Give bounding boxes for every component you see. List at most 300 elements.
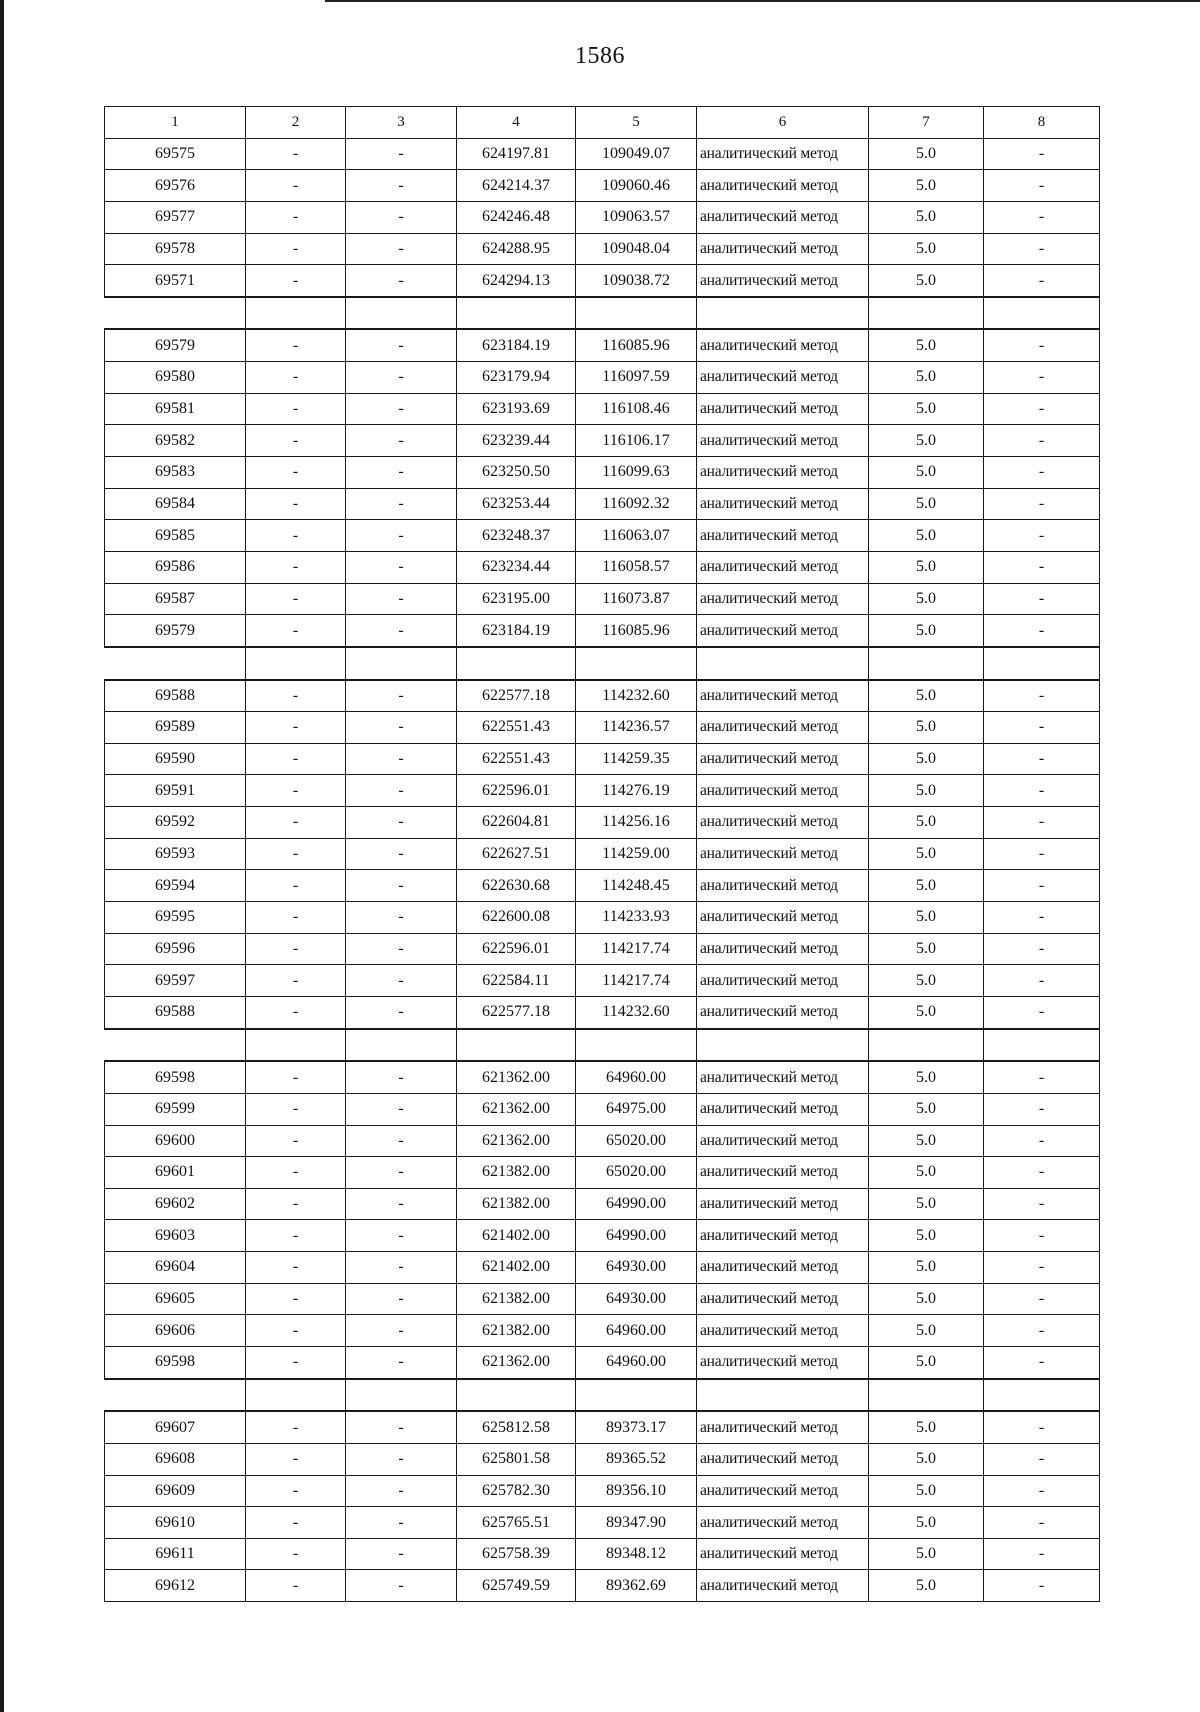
method-cell: аналитический метод — [697, 775, 869, 807]
table-row — [105, 965, 1100, 997]
accuracy-cell: 5.0 — [869, 712, 984, 744]
point-number-cell: 69578 — [105, 233, 246, 265]
top-rule — [325, 0, 1200, 2]
page-number: 1586 — [575, 43, 625, 69]
table-row — [105, 807, 1100, 839]
table-row — [105, 680, 1100, 712]
x-coordinate-cell: 621382.00 — [457, 1188, 576, 1220]
x-coordinate-cell: 622596.01 — [457, 933, 576, 965]
col2-cell: - — [246, 138, 346, 170]
coordinates-table-body — [105, 107, 1100, 1602]
col8-cell: - — [984, 680, 1100, 712]
accuracy-cell: 5.0 — [869, 965, 984, 997]
col2-cell: - — [246, 1252, 346, 1284]
col3-cell: - — [346, 1157, 457, 1189]
col8-cell: - — [984, 457, 1100, 489]
method-cell: аналитический метод — [697, 201, 869, 233]
empty-cell — [984, 647, 1100, 680]
col8-cell: - — [984, 201, 1100, 233]
accuracy-cell: 5.0 — [869, 1061, 984, 1093]
point-number-cell: 69609 — [105, 1475, 246, 1507]
col2-cell: - — [246, 520, 346, 552]
x-coordinate-cell: 621382.00 — [457, 1157, 576, 1189]
accuracy-cell: 5.0 — [869, 488, 984, 520]
table-row — [105, 1315, 1100, 1347]
method-cell: аналитический метод — [697, 1507, 869, 1539]
col2-cell: - — [246, 1570, 346, 1602]
method-cell: аналитический метод — [697, 329, 869, 361]
col8-cell: - — [984, 1346, 1100, 1378]
col8-cell: - — [984, 362, 1100, 394]
col2-cell: - — [246, 1061, 346, 1093]
method-cell: аналитический метод — [697, 1252, 869, 1284]
x-coordinate-cell: 625758.39 — [457, 1538, 576, 1570]
x-coordinate-cell: 622630.68 — [457, 870, 576, 902]
point-number-cell: 69580 — [105, 362, 246, 394]
method-cell: аналитический метод — [697, 393, 869, 425]
method-cell: аналитический метод — [697, 583, 869, 615]
table-row — [105, 1157, 1100, 1189]
col2-cell: - — [246, 457, 346, 489]
col2-cell: - — [246, 1157, 346, 1189]
method-cell: аналитический метод — [697, 1411, 869, 1443]
column-number-row — [105, 107, 1100, 139]
empty-cell — [697, 647, 869, 680]
x-coordinate-cell: 623248.37 — [457, 520, 576, 552]
point-number-cell: 69589 — [105, 712, 246, 744]
col2-cell: - — [246, 551, 346, 583]
table-row — [105, 1252, 1100, 1284]
x-coordinate-cell: 621362.00 — [457, 1061, 576, 1093]
x-coordinate-cell: 621402.00 — [457, 1252, 576, 1284]
col2-cell: - — [246, 488, 346, 520]
col3-cell: - — [346, 1283, 457, 1315]
method-cell: аналитический метод — [697, 551, 869, 583]
point-number-cell: 69611 — [105, 1538, 246, 1570]
y-coordinate-cell: 116099.63 — [576, 457, 697, 489]
table-row — [105, 902, 1100, 934]
method-cell: аналитический метод — [697, 1315, 869, 1347]
accuracy-cell: 5.0 — [869, 1507, 984, 1539]
table-row — [105, 1411, 1100, 1443]
method-cell: аналитический метод — [697, 965, 869, 997]
point-number-cell: 69586 — [105, 551, 246, 583]
y-coordinate-cell: 109038.72 — [576, 265, 697, 297]
col8-cell: - — [984, 583, 1100, 615]
x-coordinate-cell: 622577.18 — [457, 996, 576, 1028]
x-coordinate-cell: 622596.01 — [457, 775, 576, 807]
table-row — [105, 1283, 1100, 1315]
table-row — [105, 1220, 1100, 1252]
table-row — [105, 425, 1100, 457]
col3-cell: - — [346, 712, 457, 744]
y-coordinate-cell: 114259.35 — [576, 743, 697, 775]
y-coordinate-cell: 89356.10 — [576, 1475, 697, 1507]
col8-cell: - — [984, 1283, 1100, 1315]
x-coordinate-cell: 623195.00 — [457, 583, 576, 615]
col8-cell: - — [984, 329, 1100, 361]
y-coordinate-cell: 116085.96 — [576, 329, 697, 361]
col8-cell: - — [984, 1315, 1100, 1347]
column-header: 5 — [576, 107, 697, 139]
accuracy-cell: 5.0 — [869, 933, 984, 965]
col2-cell: - — [246, 965, 346, 997]
col8-cell: - — [984, 1125, 1100, 1157]
point-number-cell: 69593 — [105, 838, 246, 870]
point-number-cell: 69583 — [105, 457, 246, 489]
col8-cell: - — [984, 1188, 1100, 1220]
col3-cell: - — [346, 520, 457, 552]
table-row — [105, 996, 1100, 1028]
col3-cell: - — [346, 870, 457, 902]
accuracy-cell: 5.0 — [869, 1157, 984, 1189]
point-number-cell: 69600 — [105, 1125, 246, 1157]
empty-cell — [869, 297, 984, 330]
x-coordinate-cell: 622577.18 — [457, 680, 576, 712]
col3-cell: - — [346, 1570, 457, 1602]
y-coordinate-cell: 89348.12 — [576, 1538, 697, 1570]
empty-cell — [869, 647, 984, 680]
accuracy-cell: 5.0 — [869, 583, 984, 615]
x-coordinate-cell: 623239.44 — [457, 425, 576, 457]
col8-cell: - — [984, 520, 1100, 552]
point-number-cell: 69604 — [105, 1252, 246, 1284]
col3-cell: - — [346, 329, 457, 361]
accuracy-cell: 5.0 — [869, 1538, 984, 1570]
y-coordinate-cell: 114236.57 — [576, 712, 697, 744]
col2-cell: - — [246, 265, 346, 297]
col2-cell: - — [246, 1346, 346, 1378]
accuracy-cell: 5.0 — [869, 265, 984, 297]
x-coordinate-cell: 621402.00 — [457, 1220, 576, 1252]
col8-cell: - — [984, 233, 1100, 265]
col3-cell: - — [346, 1411, 457, 1443]
col2-cell: - — [246, 1443, 346, 1475]
col3-cell: - — [346, 838, 457, 870]
point-number-cell: 69594 — [105, 870, 246, 902]
method-cell: аналитический метод — [697, 933, 869, 965]
table-row — [105, 551, 1100, 583]
col3-cell: - — [346, 1507, 457, 1539]
col2-cell: - — [246, 1315, 346, 1347]
col2-cell: - — [246, 1125, 346, 1157]
col8-cell: - — [984, 1093, 1100, 1125]
column-header: 6 — [697, 107, 869, 139]
accuracy-cell: 5.0 — [869, 902, 984, 934]
point-number-cell: 69577 — [105, 201, 246, 233]
coordinates-table — [104, 106, 1100, 1602]
point-number-cell: 69597 — [105, 965, 246, 997]
x-coordinate-cell: 623184.19 — [457, 329, 576, 361]
table-row — [105, 712, 1100, 744]
col8-cell: - — [984, 1411, 1100, 1443]
col8-cell: - — [984, 775, 1100, 807]
col2-cell: - — [246, 1411, 346, 1443]
col2-cell: - — [246, 201, 346, 233]
method-cell: аналитический метод — [697, 170, 869, 202]
x-coordinate-cell: 621382.00 — [457, 1283, 576, 1315]
col3-cell: - — [346, 233, 457, 265]
empty-cell — [105, 1379, 246, 1412]
table-row — [105, 1570, 1100, 1602]
point-number-cell: 69601 — [105, 1157, 246, 1189]
col2-cell: - — [246, 838, 346, 870]
y-coordinate-cell: 114232.60 — [576, 996, 697, 1028]
y-coordinate-cell: 89362.69 — [576, 1570, 697, 1602]
method-cell: аналитический метод — [697, 680, 869, 712]
x-coordinate-cell: 622584.11 — [457, 965, 576, 997]
table-row — [105, 1475, 1100, 1507]
empty-cell — [457, 647, 576, 680]
y-coordinate-cell: 116092.32 — [576, 488, 697, 520]
col8-cell: - — [984, 1061, 1100, 1093]
table-row — [105, 743, 1100, 775]
empty-cell — [576, 1379, 697, 1412]
col3-cell: - — [346, 488, 457, 520]
col2-cell: - — [246, 329, 346, 361]
point-number-cell: 69582 — [105, 425, 246, 457]
point-number-cell: 69605 — [105, 1283, 246, 1315]
column-header: 2 — [246, 107, 346, 139]
accuracy-cell: 5.0 — [869, 138, 984, 170]
accuracy-cell: 5.0 — [869, 1188, 984, 1220]
x-coordinate-cell: 623253.44 — [457, 488, 576, 520]
col3-cell: - — [346, 393, 457, 425]
accuracy-cell: 5.0 — [869, 1315, 984, 1347]
table-row — [105, 838, 1100, 870]
empty-cell — [576, 1029, 697, 1062]
col3-cell: - — [346, 1346, 457, 1378]
empty-cell — [105, 297, 246, 330]
method-cell: аналитический метод — [697, 1443, 869, 1475]
group-separator-row — [105, 297, 1100, 330]
x-coordinate-cell: 624214.37 — [457, 170, 576, 202]
empty-cell — [697, 1029, 869, 1062]
y-coordinate-cell: 116085.96 — [576, 615, 697, 647]
col8-cell: - — [984, 551, 1100, 583]
empty-cell — [984, 297, 1100, 330]
col8-cell: - — [984, 712, 1100, 744]
x-coordinate-cell: 622627.51 — [457, 838, 576, 870]
y-coordinate-cell: 89365.52 — [576, 1443, 697, 1475]
accuracy-cell: 5.0 — [869, 1283, 984, 1315]
col8-cell: - — [984, 488, 1100, 520]
accuracy-cell: 5.0 — [869, 743, 984, 775]
group-separator-row — [105, 1379, 1100, 1412]
col2-cell: - — [246, 996, 346, 1028]
y-coordinate-cell: 114217.74 — [576, 933, 697, 965]
y-coordinate-cell: 109048.04 — [576, 233, 697, 265]
col2-cell: - — [246, 902, 346, 934]
col3-cell: - — [346, 807, 457, 839]
empty-cell — [246, 297, 346, 330]
method-cell: аналитический метод — [697, 1570, 869, 1602]
empty-cell — [457, 1029, 576, 1062]
col8-cell: - — [984, 1157, 1100, 1189]
col2-cell: - — [246, 233, 346, 265]
point-number-cell: 69587 — [105, 583, 246, 615]
table-row — [105, 201, 1100, 233]
col2-cell: - — [246, 870, 346, 902]
col8-cell: - — [984, 838, 1100, 870]
col8-cell: - — [984, 1220, 1100, 1252]
accuracy-cell: 5.0 — [869, 457, 984, 489]
x-coordinate-cell: 623193.69 — [457, 393, 576, 425]
point-number-cell: 69579 — [105, 329, 246, 361]
x-coordinate-cell: 624294.13 — [457, 265, 576, 297]
column-header: 3 — [346, 107, 457, 139]
col3-cell: - — [346, 680, 457, 712]
col2-cell: - — [246, 170, 346, 202]
point-number-cell: 69591 — [105, 775, 246, 807]
accuracy-cell: 5.0 — [869, 838, 984, 870]
col8-cell: - — [984, 1570, 1100, 1602]
method-cell: аналитический метод — [697, 807, 869, 839]
col2-cell: - — [246, 1188, 346, 1220]
table-row — [105, 138, 1100, 170]
empty-cell — [246, 1379, 346, 1412]
point-number-cell: 69581 — [105, 393, 246, 425]
y-coordinate-cell: 65020.00 — [576, 1125, 697, 1157]
y-coordinate-cell: 116073.87 — [576, 583, 697, 615]
x-coordinate-cell: 624246.48 — [457, 201, 576, 233]
point-number-cell: 69599 — [105, 1093, 246, 1125]
method-cell: аналитический метод — [697, 870, 869, 902]
empty-cell — [697, 1379, 869, 1412]
table-row — [105, 520, 1100, 552]
method-cell: аналитический метод — [697, 1157, 869, 1189]
col3-cell: - — [346, 1443, 457, 1475]
col3-cell: - — [346, 457, 457, 489]
y-coordinate-cell: 64990.00 — [576, 1220, 697, 1252]
col8-cell: - — [984, 1443, 1100, 1475]
col3-cell: - — [346, 551, 457, 583]
table-row — [105, 1346, 1100, 1378]
col3-cell: - — [346, 902, 457, 934]
col2-cell: - — [246, 425, 346, 457]
point-number-cell: 69588 — [105, 996, 246, 1028]
col3-cell: - — [346, 138, 457, 170]
col3-cell: - — [346, 965, 457, 997]
col3-cell: - — [346, 1125, 457, 1157]
x-coordinate-cell: 622551.43 — [457, 743, 576, 775]
method-cell: аналитический метод — [697, 233, 869, 265]
empty-cell — [346, 297, 457, 330]
table-row — [105, 265, 1100, 297]
col2-cell: - — [246, 1283, 346, 1315]
x-coordinate-cell: 625801.58 — [457, 1443, 576, 1475]
col3-cell: - — [346, 362, 457, 394]
y-coordinate-cell: 65020.00 — [576, 1157, 697, 1189]
empty-cell — [984, 1379, 1100, 1412]
col3-cell: - — [346, 933, 457, 965]
col8-cell: - — [984, 615, 1100, 647]
x-coordinate-cell: 625749.59 — [457, 1570, 576, 1602]
col3-cell: - — [346, 1538, 457, 1570]
col3-cell: - — [346, 1093, 457, 1125]
accuracy-cell: 5.0 — [869, 1411, 984, 1443]
point-number-cell: 69608 — [105, 1443, 246, 1475]
y-coordinate-cell: 116097.59 — [576, 362, 697, 394]
col3-cell: - — [346, 201, 457, 233]
col2-cell: - — [246, 362, 346, 394]
y-coordinate-cell: 116106.17 — [576, 425, 697, 457]
x-coordinate-cell: 621362.00 — [457, 1093, 576, 1125]
point-number-cell: 69598 — [105, 1346, 246, 1378]
table-row — [105, 870, 1100, 902]
col3-cell: - — [346, 1061, 457, 1093]
y-coordinate-cell: 114233.93 — [576, 902, 697, 934]
col2-cell: - — [246, 712, 346, 744]
col3-cell: - — [346, 583, 457, 615]
col2-cell: - — [246, 933, 346, 965]
col2-cell: - — [246, 1507, 346, 1539]
table-row — [105, 933, 1100, 965]
table-row — [105, 1443, 1100, 1475]
table-row — [105, 1125, 1100, 1157]
method-cell: аналитический метод — [697, 265, 869, 297]
method-cell: аналитический метод — [697, 488, 869, 520]
accuracy-cell: 5.0 — [869, 615, 984, 647]
point-number-cell: 69585 — [105, 520, 246, 552]
accuracy-cell: 5.0 — [869, 170, 984, 202]
col2-cell: - — [246, 1475, 346, 1507]
point-number-cell: 69595 — [105, 902, 246, 934]
empty-cell — [457, 1379, 576, 1412]
col3-cell: - — [346, 615, 457, 647]
table-row — [105, 615, 1100, 647]
col2-cell: - — [246, 775, 346, 807]
table-row — [105, 457, 1100, 489]
table-row — [105, 488, 1100, 520]
x-coordinate-cell: 624288.95 — [457, 233, 576, 265]
accuracy-cell: 5.0 — [869, 1093, 984, 1125]
col8-cell: - — [984, 425, 1100, 457]
accuracy-cell: 5.0 — [869, 1220, 984, 1252]
point-number-cell: 69576 — [105, 170, 246, 202]
table-row — [105, 1093, 1100, 1125]
accuracy-cell: 5.0 — [869, 1443, 984, 1475]
method-cell: аналитический метод — [697, 712, 869, 744]
y-coordinate-cell: 89373.17 — [576, 1411, 697, 1443]
method-cell: аналитический метод — [697, 1188, 869, 1220]
y-coordinate-cell: 116108.46 — [576, 393, 697, 425]
accuracy-cell: 5.0 — [869, 1475, 984, 1507]
y-coordinate-cell: 64975.00 — [576, 1093, 697, 1125]
method-cell: аналитический метод — [697, 362, 869, 394]
accuracy-cell: 5.0 — [869, 393, 984, 425]
column-header: 8 — [984, 107, 1100, 139]
point-number-cell: 69584 — [105, 488, 246, 520]
method-cell: аналитический метод — [697, 138, 869, 170]
y-coordinate-cell: 116058.57 — [576, 551, 697, 583]
y-coordinate-cell: 114256.16 — [576, 807, 697, 839]
accuracy-cell: 5.0 — [869, 775, 984, 807]
x-coordinate-cell: 622600.08 — [457, 902, 576, 934]
col2-cell: - — [246, 743, 346, 775]
accuracy-cell: 5.0 — [869, 520, 984, 552]
empty-cell — [246, 1029, 346, 1062]
x-coordinate-cell: 625812.58 — [457, 1411, 576, 1443]
point-number-cell: 69592 — [105, 807, 246, 839]
y-coordinate-cell: 64930.00 — [576, 1252, 697, 1284]
point-number-cell: 69603 — [105, 1220, 246, 1252]
col8-cell: - — [984, 807, 1100, 839]
method-cell: аналитический метод — [697, 425, 869, 457]
empty-cell — [246, 647, 346, 680]
col8-cell: - — [984, 170, 1100, 202]
empty-cell — [105, 647, 246, 680]
